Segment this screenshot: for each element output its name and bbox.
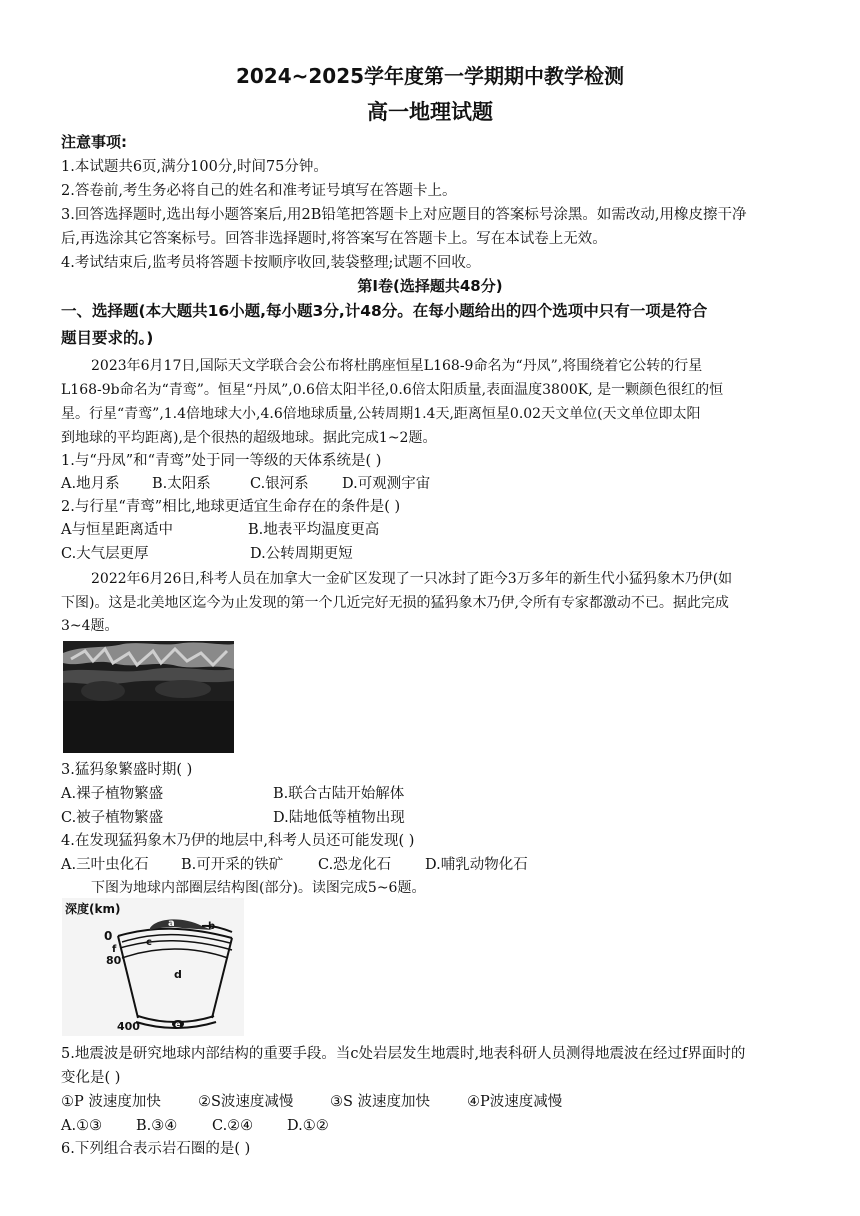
option-a: A.裸子植物繁盛 [61,786,164,802]
exam-subtitle: 高一地理试题 [367,100,493,124]
layer-label: e [175,1020,181,1029]
depth-tick: 0 [104,929,113,943]
option-d: D.公转周期更短 [250,546,353,562]
question-stem: 3.猛犸象繁盛时期( ) [61,762,193,778]
earth-layers-diagram [62,898,244,1036]
question-stem: 5.地震波是研究地球内部结构的重要手段。当c处岩层发生地震时,地表科研人员测得地震波在经过f界面时的 [61,1046,746,1062]
option-b: B.地表平均温度更高 [248,522,380,538]
statement-3: ③S 波速度加快 [330,1094,431,1110]
option-b: B.③④ [136,1118,178,1134]
question-stem: 4.在发现猛犸象木乃伊的地层中,科考人员还可能发现( ) [61,833,415,849]
axis-title: 深度(km) [65,902,121,916]
mammoth-mummy-photo [63,641,234,753]
layer-label: f [112,944,117,955]
option-c: C.②④ [212,1118,254,1134]
question-stem-cont: 变化是( ) [61,1070,121,1086]
option-d: D.陆地低等植物出现 [273,810,405,826]
note-item: 后,再选涂其它答案标号。回答非选择题时,将答案写在答题卡上。写在本试卷上无效。 [61,231,607,247]
option-c: C.恐龙化石 [318,857,392,873]
option-a: A.三叶虫化石 [61,857,149,873]
note-item: 2.答卷前,考生务必将自己的姓名和准考证号填写在答题卡上。 [61,183,457,199]
depth-tick: 400 [117,1020,140,1033]
layer-label: c [146,937,152,948]
question-stem: 2.与行星“青鸾”相比,地球更适宜生命存在的条件是( ) [61,499,401,515]
passage-line: 3~4题。 [61,618,119,634]
note-item: 1.本试题共6页,满分100分,时间75分钟。 [61,159,328,175]
option-c: C.大气层更厚 [61,546,149,562]
option-a: A与恒星距离适中 [61,522,173,538]
option-c: C.银河系 [250,476,309,492]
layer-label: a [168,918,175,929]
question-stem: 1.与“丹凤”和“青鸾”处于同一等级的天体系统是( ) [61,453,382,469]
statement-4: ④P波速度减慢 [467,1094,563,1110]
notes-heading: 注意事项: [61,133,127,151]
option-c: C.被子植物繁盛 [61,810,164,826]
statement-1: ①P 波速度加快 [61,1094,161,1110]
passage-line: 下图为地球内部圈层结构图(部分)。读图完成5~6题。 [91,880,426,896]
note-item: 4.考试结束后,监考员将答题卡按顺序收回,装袋整理;试题不回收。 [61,255,481,271]
passage-line: L168-9b命名为“青鸾”。恒星“丹凤”,0.6倍太阳半径,0.6倍太阳质量,表面温度3800K, 是一颗颜色很红的恒 [61,382,724,398]
section-heading: 一、选择题(本大题共16小题,每小题3分,计48分。在每小题给出的四个选项中只有一项是符合 [61,302,708,320]
passage-line: 2023年6月17日,国际天文学联合会公布将杜鹃座恒星L168-9命名为“丹凤”,将围绕着它公转的行星 [91,358,703,374]
note-item: 3.回答选择题时,选出每小题答案后,用2B铅笔把答题卡上对应题目的答案标号涂黑。如需改动,用橡皮擦干净 [61,207,747,223]
passage-line: 星。行星“青鸾”,1.4倍地球大小,4.6倍地球质量,公转周期1.4天,距离恒星0.02天文单位(天文单位即太阳 [61,406,701,422]
option-a: A.地月系 [61,476,120,492]
option-d: D.可观测宇宙 [342,476,431,492]
passage-line: 2022年6月26日,科考人员在加拿大一金矿区发现了一只冰封了距今3万多年的新生代小猛犸象木乃伊(如 [91,571,733,587]
option-d: D.①② [287,1118,329,1134]
layer-label: b [208,921,216,932]
option-a: A.①③ [61,1118,103,1134]
section-heading-cont: 题目要求的。) [61,329,154,347]
layer-label: d [174,968,182,981]
option-b: B.联合古陆开始解体 [273,786,405,802]
passage-line: 下图)。这是北美地区迄今为止发现的第一个几近完好无损的猛犸象木乃伊,令所有专家都激动不已。据此完成 [61,595,729,611]
passage-line: 到地球的平均距离),是个很热的超级地球。据此完成1~2题。 [61,430,437,446]
depth-tick: 80 [106,954,122,967]
question-stem: 6.下列组合表示岩石圈的是( ) [61,1141,251,1157]
statement-2: ②S波速度减慢 [198,1094,294,1110]
exam-title: 2024~2025学年度第一学期期中教学检测 [235,64,625,88]
part-heading: 第I卷(选择题共48分) [357,277,503,295]
option-b: B.太阳系 [152,476,211,492]
option-d: D.哺乳动物化石 [425,857,528,873]
option-b: B.可开采的铁矿 [181,857,284,873]
